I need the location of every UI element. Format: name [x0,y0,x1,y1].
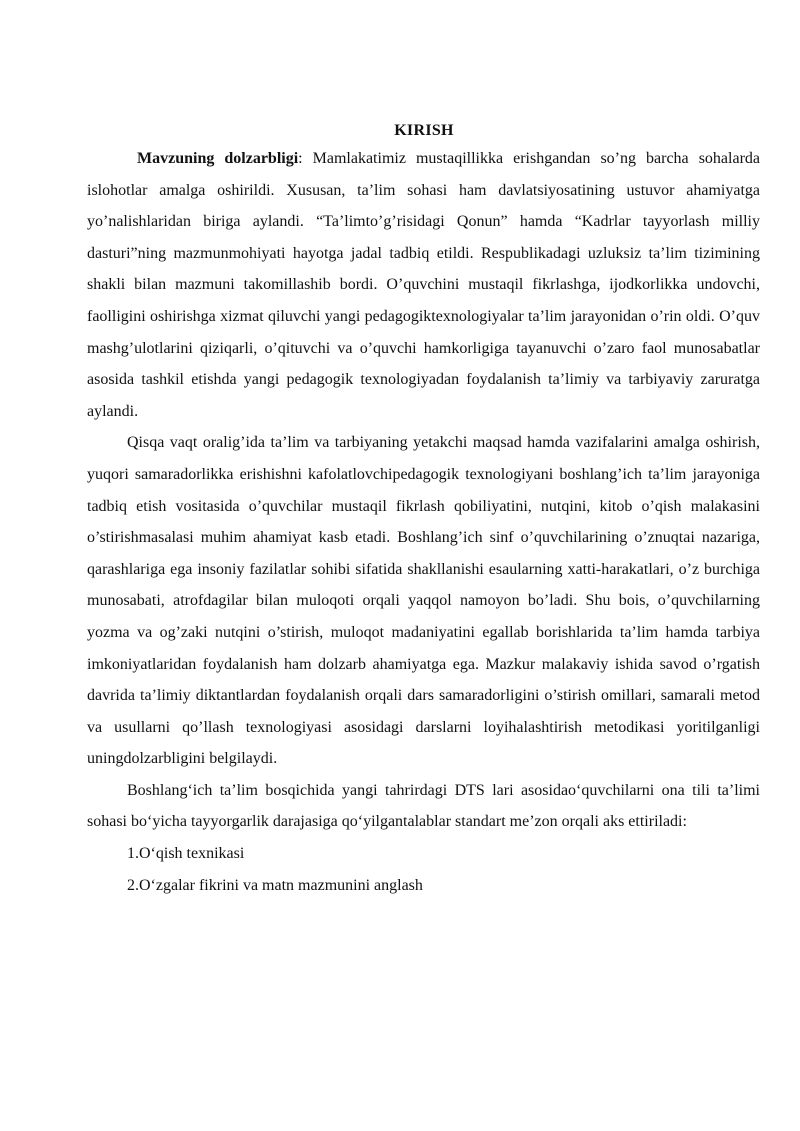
intro-paragraph [87,143,760,427]
page-title: KIRISH [394,122,454,139]
list-item-1: 1.O‘qish texnikasi [127,845,245,863]
paragraph-2: Boshlang‘ich ta’lim bosqichida yangi tahrirdagi DTS lari asosidao‘quvchilarni ona tili ta’limi sohasi bo‘yicha tayyorgarlik darajasiga qo‘yilgantalablar standart me’zon orqali aks ettiriladi: [87,781,760,831]
document-body [87,143,760,901]
intro-text: : Mamlakatimiz mustaqillikka erishgandan so’ng barcha sohalarda islohotlar amalga oshirildi. Xususan, ta’lim sohasi ham davlatsiyosatining ustuvor ahamiyatga yo’nalishlaridan biriga aylandi. “Ta’limto’g’risidagi Qonun” hamda “Kadrlar tayyorlash milliy dasturi”ning mazmunmohiyati hayotga jadal tadbiq etildi. Respublikadagi uzluksiz ta’lim tizimining shakli bilan mazmuni takomillashib bordi. O’quvchini mustaqil fikrlashga, ijodkorlikka undovchi, faolligini oshirishga xizmat qiluvchi yangi pedagogiktexnologiyalar ta’lim jarayonidan o’rin oldi. O’quv mashg’ulotlarini qiziqarli, o’qituvchi va o’quvchi hamkorligiga tayanuvchi o’zaro faol munosabatlar asosida tashkil etishda yangi pedagogik texnologiyadan foydalanish ta’limiy va tarbiyaviy zaruratga aylandi. [87,150,760,420]
list-item-2: 2.O‘zgalar fikrini va matn mazmunini anglash [127,876,423,894]
intro-lead: Mavzuning dolzarbligi [137,150,299,167]
paragraph-1: Qisqa vaqt oralig’ida ta’lim va tarbiyaning yetakchi maqsad hamda vazifalarini amalga oshirish, yuqori samaradorlikka erishishni kafolatlovchipedagogik texnologiyani boshlang’ich ta’lim jarayoniga tadbiq etish vositasida o’quvchilar mustaqil fikrlash qobiliyatini, nutqini, kitob o’qish malakasini o’stirishmasalasi muhim ahamiyat kasb etadi. Boshlang’ich sinf o’quvchilarining o’znuqtai nazariga, qarashlariga ega insoniy fazilatlar sohibi sifatida shakllanishi esaularning xatti-harakatlari, o’z burchiga munosabati, atrofdagilar bilan muloqoti orqali yaqqol namoyon bo’ladi. Shu bois, o’quvchilarning yozma va og’zaki nutqini o’stirish, muloqot madaniyatini egallab borishlarida ta’lim hamda tarbiya imkoniyatlaridan foydalanish ham dolzarb ahamiyatga ega. Mazkur malakaviy ishida savod o’rgatish davrida ta’limiy diktantlardan foydalanish orqali dars samaradorligini o’stirish omillari, samarali metod va usullarni qo’llash texnologiyasi asosidagi darslarni loyihalashtirish metodikasi yoritilganligi uningdolzarbligini belgilaydi. [87,434,760,768]
